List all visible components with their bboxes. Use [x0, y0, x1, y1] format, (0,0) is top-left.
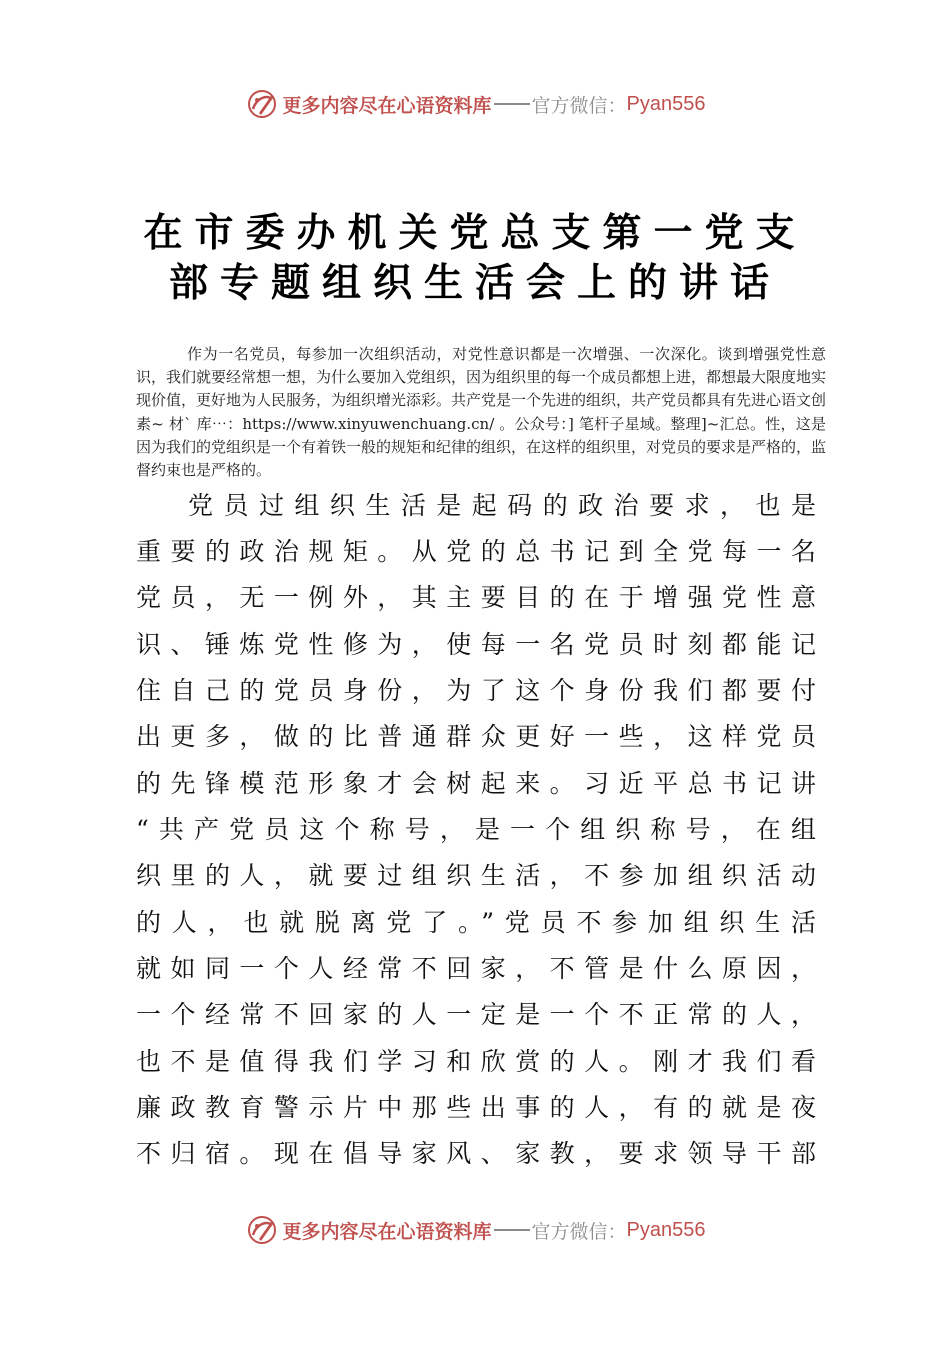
body-line: 的先锋模范形象才会树起来。习近平总书记讲 — [136, 769, 816, 798]
body-line: 住自己的党员身份，为了这个身份我们都要付 — [136, 676, 816, 705]
body-line: 就如同一个人经常不回家，不管是什么原因， — [136, 954, 816, 983]
body-line: 也不是值得我们学习和欣赏的人。刚才我们看 — [136, 1047, 816, 1076]
body-line: 党员，无一例外，其主要目的在于增强党性意 — [136, 583, 816, 612]
watermark-id: Pyan556 — [626, 92, 706, 115]
watermark-dash — [494, 103, 530, 105]
body-line: 的人，也就脱离党了。”党员不参加组织生活 — [136, 908, 816, 937]
body-line: 一个经常不回家的人一定是一个不正常的人， — [136, 1000, 816, 1029]
watermark-main-text: 更多内容尽在心语资料库 — [282, 94, 492, 117]
body-line: 出更多，做的比普通群众更好一些，这样党员 — [136, 722, 816, 751]
footer-watermark — [0, 1210, 950, 1250]
body-line: 廉政教育警示片中那些出事的人，有的就是夜 — [136, 1093, 816, 1122]
body-line: 重要的政治规矩。从党的总书记到全党每一名 — [136, 537, 816, 566]
body-line: 党员过组织生活是起码的政治要求，也是 — [188, 491, 816, 520]
body-line: 织里的人，就要过组织生活，不参加组织活动 — [136, 861, 816, 890]
page-title-line-1: 在市委办机关党总支第一党支 — [143, 211, 807, 256]
page-title-line-2: 部专题组织生活会上的讲话 — [168, 261, 781, 306]
watermark-id: Pyan556 — [626, 1218, 706, 1241]
body-line: 识、锤炼党性修为，使每一名党员时刻都能记 — [136, 630, 816, 659]
pen-swirl-logo-icon — [245, 87, 279, 121]
watermark-label: 官方微信： — [531, 1220, 627, 1243]
watermark-dash — [494, 1229, 530, 1231]
watermark-label: 官方微信： — [531, 94, 627, 117]
watermark-main-text: 更多内容尽在心语资料库 — [282, 1220, 492, 1243]
body-line: 不归宿。现在倡导家风、家教，要求领导干部 — [136, 1139, 816, 1168]
header-watermark — [0, 84, 950, 124]
intro-paragraph: 作为一名党员，每参加一次组织活动，对党性意识都是一次增强、一次深化。谈到增强党性意识，我们就要经常想一想，为什么要加入党组织，因为组织里的每一个成员都想上进，都想最大限度地实现价值，更好地为人民服务，为组织增光添彩。共产党是一个先进的组织，共产党员都具有先进心语文创素~ 材` 库⋯：https://www.xinyuwenchuang.cn/ 。公众号：] 笔杆子星域。整理]~汇总。性，这是因为我们的党组织是一个有着铁一般的规矩和纪律的组织，在这样的组织里，对党员的要求是严格的，监督约束也是严格的。 — [136, 345, 827, 480]
body-line: “共产党员这个称号，是一个组织称号，在组 — [136, 815, 816, 844]
pen-swirl-logo-icon — [245, 1213, 279, 1247]
